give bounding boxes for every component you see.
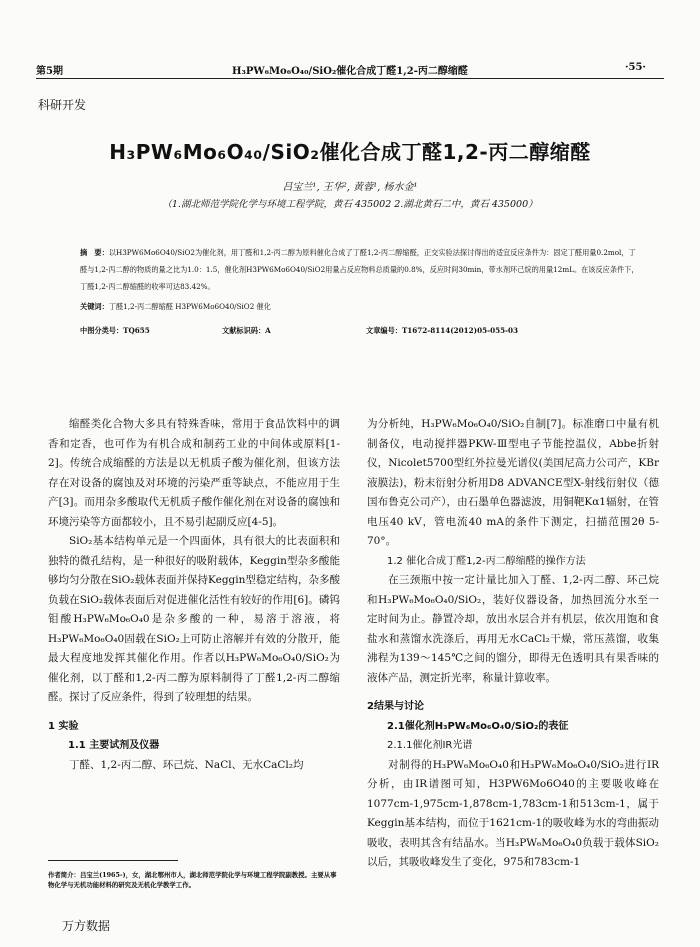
running-title: H₃PW₆Mo₆O₄₀/SiO₂催化合成丁醛1,2-丙二醇缩醛 [232, 66, 468, 77]
intro-paragraph-1: 缩醛类化合物大多具有特殊香味，常用于食品饮料中的调香和定香，也可作为有机合成和制药工业的中间体或原料[1-2]。传统合成缩醛的方法是以无机质子酸为催化剂，但该方法存在对设备的腐蚀及对环境的污染严重等缺点，不能应用于生产[3]。而用杂多酸取代无机质子酸作催化剂在对设备的腐蚀和环境污染等方面都较小，且不易引起副反应[4-5]。 [48, 418, 340, 528]
abstract [80, 244, 640, 295]
footnote-rule [48, 860, 178, 861]
intro-paragraph-2: SiO₂基本结构单元是一个四面体，具有很大的比表面积和独特的微孔结构，是一种很好的吸附载体，Keggin型杂多酸能够均匀分散在SiO₂载体表面并保持Keggin型稳定结构，杂多酸负载在SiO₂载体表面后对促进催化活性有较好的作用[6]。磷钨钼酸H₃PW₆Mo₆O₄0是杂多酸的一种，易溶于溶液，将H₃PW₆Mo₆O₄0固载在SiO₂上可防止溶解并有效的分散开，能最大程度地发挥其催化作用。作者以H₃PW₆Mo₆O₄0/SiO₂为催化剂，以丁醛和1,2-丙二醇为原料制得了丁醛1,2-丙二醇缩醛。探讨了反应条件，得到了较理想的结果。 [48, 535, 340, 703]
keywords-label: 关键词： [80, 302, 109, 311]
subsection-heading-characterization: 2.1催化剂H₃PW₆Mo₆O₄0/SiO₂的表征 [387, 720, 569, 732]
keywords-text: 丁醛1,2-丙二醇缩醛 H3PW6Mo6O40/SiO2 催化 [108, 302, 271, 311]
subsection-heading-procedure: 1.2 催化合成丁醛1,2-丙二醇缩醛的操作方法 [387, 555, 586, 567]
abstract-text: 以H3PW6Mo6O40/SiO2为催化剂，用丁醛和1,2-丙二醇为原料催化合成了丁醛1,2-丙二醇缩醛，正交实验法探讨得出的适宜反应条件为：固定丁醛用量0.2mol，丁醛与1,2-丙二醇的物质的量之比为1.0：1.5，催化剂H3PW6Mo6O40/SiO2用量占反应物料总质量的0.8%，反应时间30min，带水剂环己烷的用量12mL。在该反应条件下，丁醛1,2-丙二醇缩醛的收率可达83.42%。 [80, 248, 639, 291]
right-column [367, 415, 659, 873]
left-column [48, 415, 340, 775]
subsection-heading-reagents: 1.1 主要试剂及仪器 [68, 740, 160, 751]
affiliation: （1.湖北师范学院化学与环境工程学院，黄石 435002 2.湖北黄石二中，黄石 435000） [162, 199, 538, 210]
journal-issue: 第5期 [36, 66, 63, 77]
subsubsection-heading-ir: 2.1.1催化剂IR光谱 [387, 740, 473, 751]
page-number: ·55· [625, 62, 646, 73]
article-title: H₃PW₆Mo₆O₄₀/SiO₂催化合成丁醛1,2-丙二醇缩醛 [109, 140, 591, 164]
abstract-label: 摘 要： [80, 248, 109, 257]
author-footnote: 作者简介：吕宝兰(1965-)，女，湖北鄂州市人，湖北师范学院化学与环境工程学院副教授。主要从事物化学与无机功能材料的研究及无机化学教学工作。 [48, 871, 337, 889]
article-number: 文章编号：T1672-8114(2012)05-055-03 [366, 326, 519, 335]
document-code: 文献标识码：A [222, 326, 271, 335]
instruments-paragraph: 为分析纯，H₃PW₆Mo₆O₄0/SiO₂自制[7]。标准磨口中量有机制备仪，电动搅拌器PKW-Ⅲ型电子节能控温仪，Abbe折射仪，Nicolet5700型红外拉曼光谱仪(美国尼高力公司产，KBr液膜法)，粉末衍射分析用D8 ADVANCE型X-射线衍射仪（德国布鲁克公司产），由石墨单色器滤波，用铜靶Kα1辐射，在管电压40 kV，管电流40 mA的条件下测定，扫描范围2θ 5-70°。 [367, 418, 659, 547]
section-tag: 科研开发 [38, 98, 87, 112]
clc-number: 中图分类号：TQ655 [80, 326, 150, 335]
section-heading-experiment: 1 实验 [48, 720, 79, 732]
section-heading-results: 2结果与讨论 [367, 701, 424, 712]
ir-paragraph: 对制得的H₃PW₆Mo₆O₄0和H₃PW₆Mo₆O₄0/SiO₂进行IR分析，由IR谱图可知，H3PW6Mo6O40的主要吸收峰在1077cm-1,975cm-1,878cm-1,783cm-1和513cm-1，属于Keggin基本结构，而位于1621cm-1的吸收峰为水的弯曲振动吸收，表明其含有结晶水。当H₃PW₆Mo₆O₄0负载于载体SiO₂以后，其吸收峰发生了变化，975和783cm-1 [367, 758, 659, 868]
header-rule [36, 78, 664, 79]
reagents-paragraph: 丁醛、1,2-丙二醇、环己烷、NaCl、无水CaCl₂均 [69, 758, 304, 771]
keywords [80, 302, 640, 312]
procedure-paragraph: 在三颈瓶中按一定计量比加入丁醛、1,2-丙二醇、环己烷和H₃PW₆Mo₆O₄0/SiO₂，装好仪器设备，加热回流分水至一定时间为止。静置冷却，放出水层合并有机层，依次用饱和食盐水和蒸馏水洗涤后，再用无水CaCl₂干燥，常压蒸馏，收集沸程为139～145℃之间的馏分，即得无色透明具有果香味的液体产品，测定折光率，称量计算收率。 [367, 574, 659, 684]
authors: 吕宝兰¹, 王华², 黄蓉¹, 杨水金¹ [282, 182, 418, 193]
watermark: 万方数据 [62, 919, 111, 933]
